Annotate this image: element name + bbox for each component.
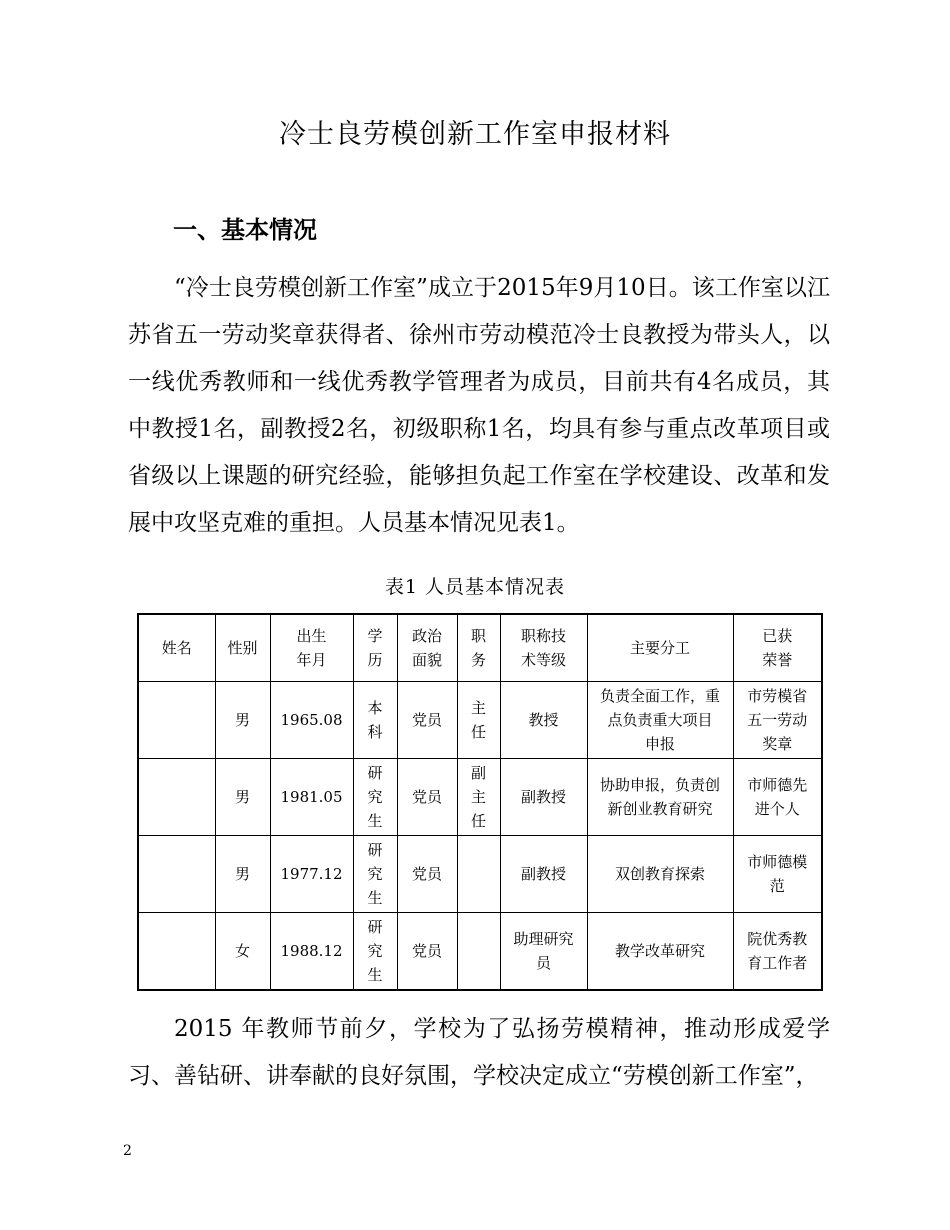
table-row <box>138 759 822 836</box>
paragraph-intro: “冷士良劳模创新工作室”成立于2015年9月10日。该工作室以江苏省五一劳动奖章获得者、徐州市劳动模范冷士良教授为带头人，以一线优秀教师和一线优秀教学管理者为成员，目前共有4名成员，其中教授1名，副教授2名，初级职称1名，均具有参与重点改革项目或省级以上课题的研究经验，能够担负起工作室在学校建设、改革和发展中攻坚克难的重担。人员基本情况见表1。 <box>128 275 830 536</box>
cell-name <box>138 759 215 836</box>
document-title: 冷士良劳模创新工作室申报材料 <box>279 119 671 150</box>
cell-gender: 男 <box>215 836 270 913</box>
cell-honors: 市劳模省 五一劳动 奖章 <box>733 682 822 759</box>
personnel-table <box>137 613 823 991</box>
cell-title: 助理研究 员 <box>500 913 587 991</box>
header-title: 职称技 术等级 <box>500 614 587 682</box>
header-political: 政治 面貌 <box>397 614 457 682</box>
section-heading: 一、基本情况 <box>173 216 317 244</box>
table-row <box>138 682 822 759</box>
cell-gender: 女 <box>215 913 270 991</box>
table-header-row <box>138 614 822 682</box>
cell-birth: 1977.12 <box>270 836 353 913</box>
table-caption: 表1 人员基本情况表 <box>384 576 566 598</box>
cell-position: 副 主 任 <box>457 759 500 836</box>
header-education: 学 历 <box>353 614 397 682</box>
cell-title: 副教授 <box>500 836 587 913</box>
cell-political: 党员 <box>397 682 457 759</box>
cell-honors: 市师德模 范 <box>733 836 822 913</box>
cell-education: 研 究 生 <box>353 836 397 913</box>
cell-political: 党员 <box>397 836 457 913</box>
cell-gender: 男 <box>215 682 270 759</box>
paragraph-continued: 2015 年教师节前夕，学校为了弘扬劳模精神，推动形成爱学习、善钻研、讲奉献的良好氛围，学校决定成立“劳模创新工作室”， <box>128 1016 830 1089</box>
cell-gender: 男 <box>215 759 270 836</box>
cell-name <box>138 836 215 913</box>
cell-honors: 市师德先 进个人 <box>733 759 822 836</box>
page-number: 2 <box>123 1143 132 1159</box>
cell-birth: 1988.12 <box>270 913 353 991</box>
cell-title: 副教授 <box>500 759 587 836</box>
cell-position <box>457 913 500 991</box>
cell-education: 本 科 <box>353 682 397 759</box>
header-birth: 出生 年月 <box>270 614 353 682</box>
cell-honors: 院优秀教 育工作者 <box>733 913 822 991</box>
table-row <box>138 836 822 913</box>
cell-position <box>457 836 500 913</box>
cell-duty: 双创教育探索 <box>587 836 733 913</box>
cell-duty: 教学改革研究 <box>587 913 733 991</box>
cell-political: 党员 <box>397 913 457 991</box>
cell-name <box>138 682 215 759</box>
header-name: 姓名 <box>138 614 215 682</box>
cell-political: 党员 <box>397 759 457 836</box>
header-duty: 主要分工 <box>587 614 733 682</box>
table-row <box>138 913 822 991</box>
cell-title: 教授 <box>500 682 587 759</box>
cell-education: 研 究 生 <box>353 913 397 991</box>
cell-birth: 1965.08 <box>270 682 353 759</box>
cell-birth: 1981.05 <box>270 759 353 836</box>
cell-name <box>138 913 215 991</box>
cell-duty: 协助申报，负责创 新创业教育研究 <box>587 759 733 836</box>
cell-position: 主 任 <box>457 682 500 759</box>
header-gender: 性别 <box>215 614 270 682</box>
header-honors: 已获 荣誉 <box>733 614 822 682</box>
header-position: 职 务 <box>457 614 500 682</box>
cell-education: 研 究 生 <box>353 759 397 836</box>
cell-duty: 负责全面工作，重 点负责重大项目 申报 <box>587 682 733 759</box>
